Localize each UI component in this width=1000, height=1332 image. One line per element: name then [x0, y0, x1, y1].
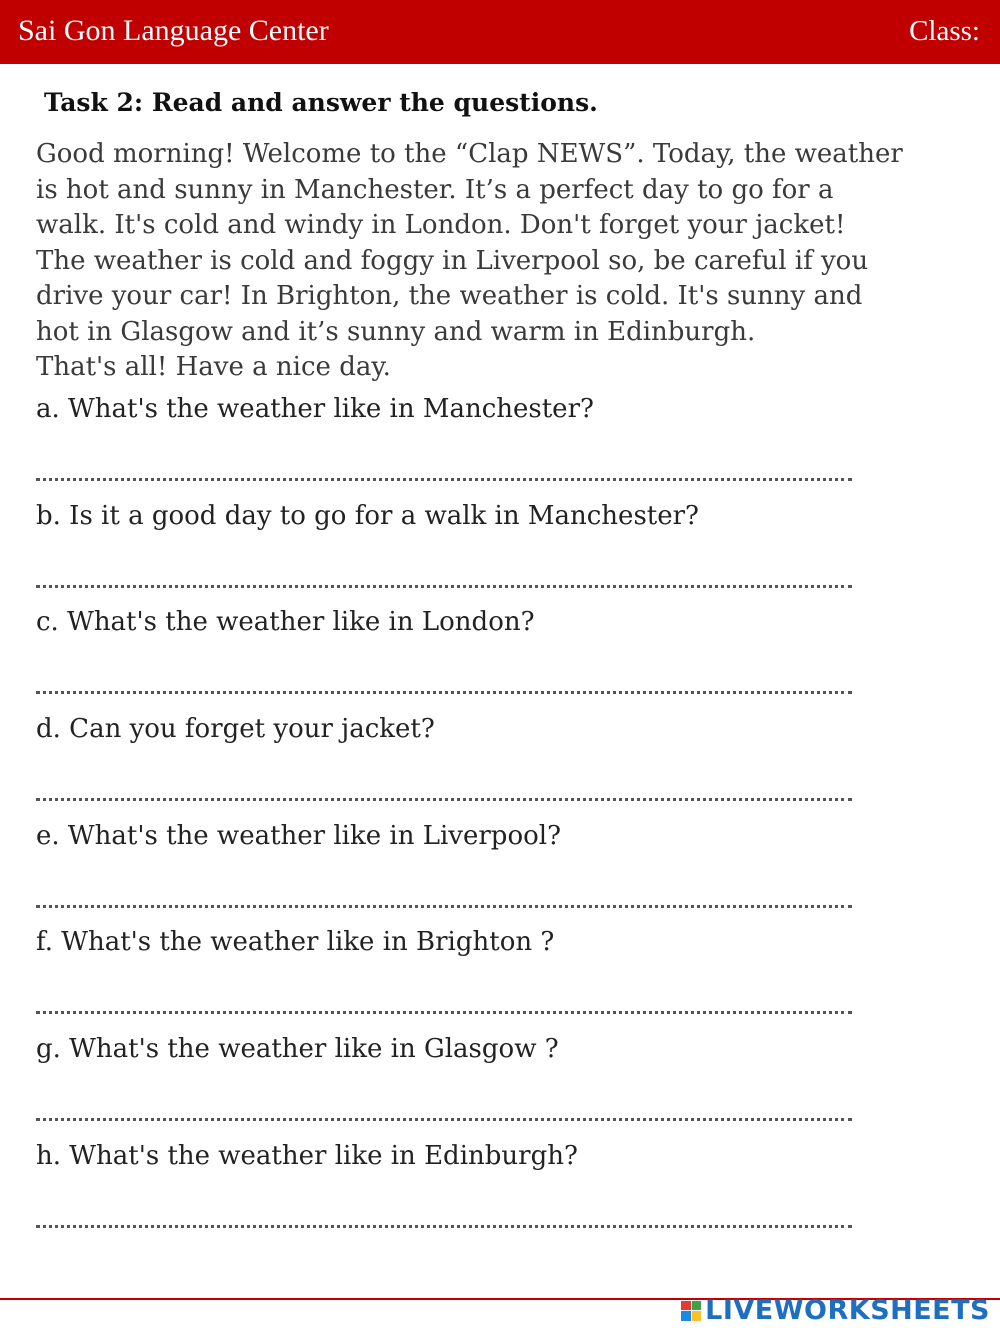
question-item — [36, 1034, 936, 1141]
watermark — [681, 1295, 990, 1326]
passage-line: That's all! Have a nice day. — [36, 352, 391, 382]
passage-line: The weather is cold and foggy in Liverpool so, be careful if you — [36, 245, 869, 276]
answer-field[interactable] — [36, 1094, 852, 1121]
passage-line: walk. It's cold and windy in London. Don't forget your jacket! — [36, 210, 846, 240]
answer-field[interactable] — [36, 454, 852, 481]
liveworksheets-logo-icon — [681, 1301, 701, 1321]
passage-line: is hot and sunny in Manchester. It’s a perfect day to go for a — [36, 174, 834, 205]
question-item — [36, 821, 936, 928]
question-text: b. Is it a good day to go for a walk in Manchester? — [36, 500, 699, 531]
answer-field[interactable] — [36, 667, 852, 694]
question-list — [36, 394, 936, 1248]
question-text: a. What's the weather like in Manchester? — [36, 394, 594, 424]
answer-field[interactable] — [36, 561, 852, 588]
task-title: Task 2: Read and answer the questions. — [44, 88, 598, 117]
logo-square — [681, 1301, 691, 1311]
logo-square — [692, 1311, 702, 1321]
answer-field[interactable] — [36, 881, 852, 908]
center-name: Sai Gon Language Center — [18, 14, 329, 47]
watermark-text: LIVEWORKSHEETS — [705, 1295, 990, 1326]
header-bar — [0, 0, 1000, 64]
reading-passage — [36, 137, 986, 386]
question-item — [36, 1141, 936, 1248]
logo-square — [681, 1311, 691, 1321]
question-item — [36, 607, 936, 714]
question-item — [36, 394, 936, 501]
answer-field[interactable] — [36, 987, 852, 1014]
answer-field[interactable] — [36, 774, 852, 801]
class-label: Class: — [909, 15, 980, 47]
question-text: f. What's the weather like in Brighton ? — [36, 927, 555, 958]
question-item — [36, 501, 936, 608]
logo-square — [692, 1301, 702, 1311]
passage-line: Good morning! Welcome to the “Clap NEWS”. Today, the weather — [36, 139, 903, 169]
question-text: g. What's the weather like in Glasgow ? — [36, 1034, 559, 1065]
passage-line: hot in Glasgow and it’s sunny and warm in Edinburgh. — [36, 316, 756, 347]
question-text: e. What's the weather like in Liverpool? — [36, 820, 562, 851]
question-item — [36, 927, 936, 1034]
question-item — [36, 714, 936, 821]
answer-field[interactable] — [36, 1201, 852, 1228]
question-text: c. What's the weather like in London? — [36, 607, 535, 638]
question-text: d. Can you forget your jacket? — [36, 714, 435, 745]
question-text: h. What's the weather like in Edinburgh? — [36, 1140, 578, 1171]
passage-line: drive your car! In Brighton, the weather is cold. It's sunny and — [36, 281, 863, 311]
